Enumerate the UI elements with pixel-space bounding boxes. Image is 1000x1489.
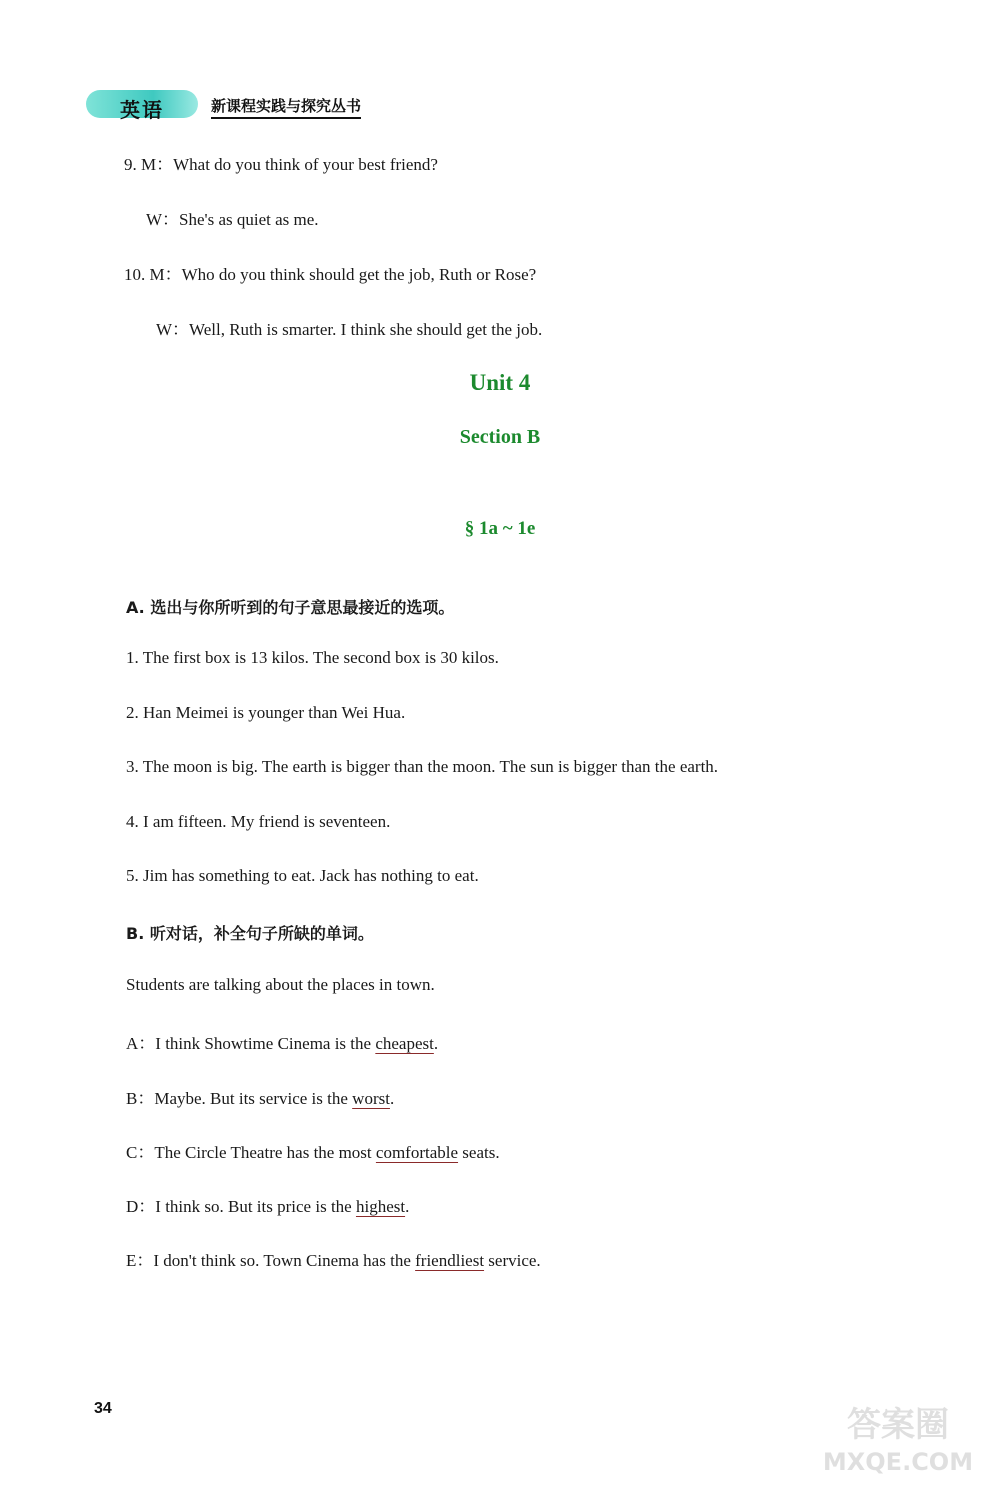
unit-title: Unit 4: [469, 370, 531, 395]
section-title: Section B: [459, 426, 541, 448]
line-text: seats.: [458, 1143, 500, 1162]
watermark-top: 答案圈: [847, 1405, 949, 1445]
answer-word: worst: [352, 1089, 390, 1108]
line-text: A：I think Showtime Cinema is the: [126, 1034, 376, 1053]
answer-word: friendliest: [415, 1251, 485, 1270]
part-b-line-a: [126, 1029, 438, 1054]
part-b-line-b: [126, 1084, 394, 1109]
line-text: .: [405, 1197, 410, 1216]
part-b-line-d: [126, 1192, 409, 1217]
answer-word: cheapest: [375, 1034, 434, 1053]
line-text: B：Maybe. But its service is the: [126, 1089, 353, 1108]
dialog-line-10w: W：Well, Ruth is smarter. I think she should get the job.: [156, 320, 543, 339]
part-b-line-e: [126, 1246, 541, 1271]
part-b-line-c: [126, 1138, 500, 1163]
subject-label: 英语: [120, 98, 164, 122]
line-text: service.: [484, 1251, 541, 1270]
part-a-item-4: 4. I am fifteen. My friend is seventeen.: [126, 812, 391, 831]
part-a-item-5: 5. Jim has something to eat. Jack has nothing to eat.: [126, 866, 479, 885]
line-text: .: [389, 1089, 395, 1108]
watermark-bottom: MXQE.COM: [822, 1448, 974, 1476]
page-number: 34: [94, 1400, 112, 1417]
answer-word: highest: [355, 1197, 406, 1216]
part-b-instruction: B. 听对话，补全句子所缺的单词。: [126, 924, 374, 943]
part-a-instruction: A. 选出与你所听到的句子意思最接近的选项。: [126, 598, 455, 617]
watermark-logo: [808, 1398, 988, 1478]
part-a-item-3: 3. The moon is big. The earth is bigger than the moon. The sun is bigger than the earth.: [126, 757, 719, 776]
line-text: E：I don't think so. Town Cinema has the: [126, 1251, 416, 1270]
dialog-line-9w: W：She's as quiet as me.: [146, 210, 319, 229]
dialog-line-10m: 10. M：Who do you think should get the job, Ruth or Rose?: [124, 265, 537, 284]
subsection-title: § 1a ~ 1e: [464, 518, 536, 539]
series-title: 新课程实践与探究丛书: [211, 95, 361, 119]
part-a-item-2: 2. Han Meimei is younger than Wei Hua.: [126, 703, 406, 722]
answer-word: comfortable: [375, 1143, 459, 1162]
line-text: D：I think so. But its price is the: [126, 1197, 356, 1216]
line-text: C：The Circle Theatre has the most: [126, 1143, 376, 1162]
line-text: .: [433, 1034, 439, 1053]
dialog-line-9m: 9. M：What do you think of your best friend?: [124, 155, 438, 174]
subject-badge: [86, 90, 198, 122]
part-b-intro: Students are talking about the places in town.: [126, 975, 435, 994]
part-a-item-1: 1. The first box is 13 kilos. The second box is 30 kilos.: [126, 648, 499, 667]
